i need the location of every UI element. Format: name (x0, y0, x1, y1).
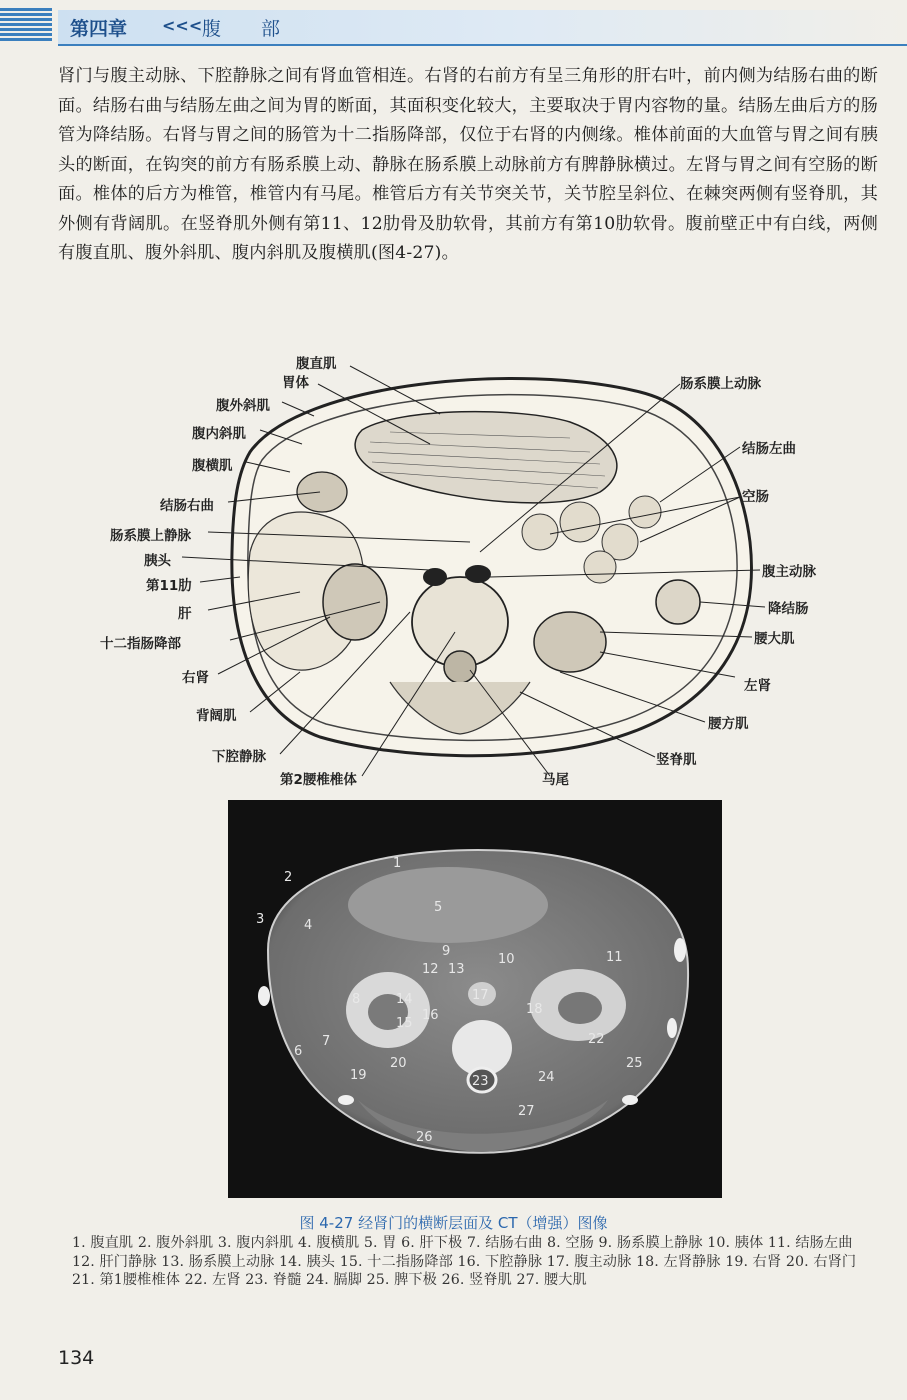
ct-label-13: 13 (448, 962, 465, 977)
ct-label-21: 21 (470, 1044, 487, 1059)
ct-label-9: 9 (442, 944, 451, 959)
ct-label-12: 12 (422, 962, 439, 977)
ct-label-26: 26 (416, 1130, 433, 1145)
ct-label-23: 23 (472, 1074, 489, 1089)
ct-label-1: 1 (393, 856, 402, 871)
label-descending-colon: 降结肠 (768, 601, 809, 617)
ct-label-19: 19 (350, 1068, 367, 1083)
ct-label-24: 24 (538, 1070, 555, 1085)
label-pancreas-head: 胰头 (144, 553, 171, 569)
label-l2-vertebral-body: 第2腰椎椎体 (280, 772, 357, 788)
label-right-colic-flexure: 结肠右曲 (160, 498, 214, 514)
label-rectus-abdominis: 腹直肌 (296, 356, 337, 372)
anatomy-figure (100, 352, 860, 788)
ct-label-15: 15 (396, 1016, 413, 1031)
ct-label-20: 20 (390, 1056, 407, 1071)
ct-label-14: 14 (396, 992, 413, 1007)
ct-label-3: 3 (256, 912, 265, 927)
ct-label-27: 27 (518, 1104, 535, 1119)
ct-label-16: 16 (422, 1008, 439, 1023)
label-left-kidney: 左肾 (744, 678, 771, 694)
ct-label-22: 22 (588, 1032, 605, 1047)
label-cauda-equina: 马尾 (542, 772, 569, 788)
ct-label-17: 17 (472, 988, 489, 1003)
label-psoas-major: 腰大肌 (754, 631, 795, 647)
ct-label-7: 7 (322, 1034, 331, 1049)
label-superior-mesenteric-vein: 肠系膜上静脉 (110, 528, 191, 544)
ct-label-8: 8 (352, 992, 361, 1007)
ct-label-25: 25 (626, 1056, 643, 1071)
label-external-oblique: 腹外斜肌 (216, 398, 270, 414)
label-transversus-abdominis: 腹横肌 (192, 458, 233, 474)
ct-label-18: 18 (526, 1002, 543, 1017)
ct-label-2: 2 (284, 870, 293, 885)
label-latissimus-dorsi: 背阔肌 (196, 708, 237, 724)
chapter-title: 第四章 (70, 18, 128, 40)
label-left-colic-flexure: 结肠左曲 (742, 441, 796, 457)
figure-caption: 图 4-27 经肾门的横断层面及 CT（增强）图像 (299, 1214, 608, 1232)
ct-label-5: 5 (434, 900, 443, 915)
ct-image (228, 800, 722, 1198)
label-descending-duodenum: 十二指肠降部 (100, 636, 181, 652)
label-stomach-body: 胃体 (282, 375, 309, 391)
ct-label-10: 10 (498, 952, 515, 967)
label-jejunum: 空肠 (742, 489, 769, 505)
label-liver: 肝 (178, 606, 192, 622)
running-header (0, 0, 907, 50)
label-internal-oblique: 腹内斜肌 (192, 426, 246, 442)
header-arrows: <<< (162, 16, 203, 35)
label-11th-rib: 第11肋 (146, 578, 192, 594)
ct-label-11: 11 (606, 950, 623, 965)
figure-legend: 1. 腹直肌 2. 腹外斜肌 3. 腹内斜肌 4. 腹横肌 5. 胃 6. 肝下极 7. 结肠右曲 8. 空肠 9. 肠系膜上静脉 10. 胰体 11. 结肠左曲 12. 肝门静脉 13. 肠系膜上动脉 14. 胰头 15. 十二指肠降部 16. 下腔静脉 17. 腹主动脉 18. 左肾静脉 19. 右肾 20. 右肾门 21. 第1腰椎椎体 22. 左肾 23. 脊髓 24. 膈脚 25. 脾下极 26. 竖脊肌 27. 腰大肌 (72, 1235, 857, 1288)
page-number: 134 (58, 1347, 95, 1369)
label-inferior-vena-cava: 下腔静脉 (212, 749, 266, 765)
body-paragraph: 肾门与腹主动脉、下腔静脉之间有肾血管相连。右肾的右前方有呈三角形的肝右叶，前内侧为结肠右曲的断面。结肠右曲与结肠左曲之间为胃的断面，其面积变化较大，主要取决于胃内容物的量。结肠左曲后方的肠管为降结肠。右肾与胃之间的肠管为十二指肠降部，仅位于右肾的内侧缘。椎体前面的大血管与胃之间有胰头的断面，在钩突的前方有肠系膜上动、静脉在肠系膜上动脉前方有脾静脉横过。左肾与胃之间有空肠的断面。椎体的后方为椎管，椎管内有马尾。椎管后方有关节突关节，关节腔呈斜位、在棘突两侧有竖脊肌，其外侧有背阔肌。在竖脊肌外侧有第11、12肋骨及肋软骨，其前方有第10肋软骨。腹前壁正中有白线，两侧有腹直肌、腹外斜肌、腹内斜肌及腹横肌(图4-27)。 (58, 66, 878, 263)
ct-label-6: 6 (294, 1044, 303, 1059)
label-abdominal-aorta: 腹主动脉 (762, 564, 816, 580)
header-stripes (0, 8, 52, 42)
label-erector-spinae: 竖脊肌 (656, 752, 697, 768)
section-title: 腹部 (202, 18, 321, 40)
label-right-kidney: 右肾 (182, 670, 209, 686)
ct-label-4: 4 (304, 918, 313, 933)
label-quadratus-lumborum: 腰方肌 (708, 716, 749, 732)
label-superior-mesenteric-artery: 肠系膜上动脉 (680, 376, 761, 392)
